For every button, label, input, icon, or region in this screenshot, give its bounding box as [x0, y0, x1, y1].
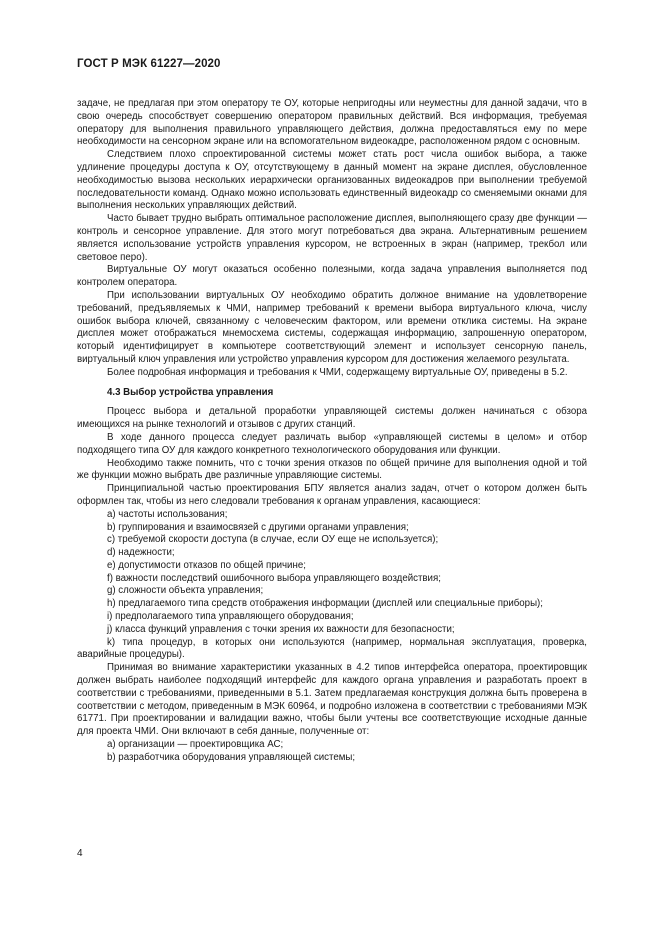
paragraph: При использовании виртуальных ОУ необходимо обратить должное внимание на удовлетворение требований, предъявляемых к ЧМИ, например требований к времени выбора виртуального ключа, числу ошибок выбора ключей, связанному с человеческим фактором, или времени отклика системы. На экране дисплея может отображаться мнемосхема системы, содержащая информацию, запрошенную оператором, который идентифицирует в компьютере соответствующий элемент и использует сенсорную панель, виртуальный ключ управления или устройство управления курсором для достижения желаемого результата.	[77, 289, 587, 365]
list-item: k) типа процедур, в которых они используются (например, нормальная эксплуатация, проверка, аварийные процедуры).	[77, 636, 587, 661]
document-header: ГОСТ Р МЭК 61227—2020	[77, 58, 221, 70]
list-item: а) частоты использования;	[107, 508, 228, 520]
paragraph: Процесс выбора и детальной проработки управляющей системы должен начинаться с обзора имеющихся на рынке технологий и отзывов с других станций.	[77, 406, 587, 431]
list-item: e) допустимости отказов по общей причине;	[107, 559, 306, 571]
paragraph: Принципиальной частью проектирования БПУ является анализ задач, отчет о котором должен быть оформлен так, чтобы из него следовали требования к органам управления, касающиеся:	[77, 483, 587, 507]
list-item: j) класса функций управления с точки зрения их важности для безопасности;	[107, 623, 455, 635]
page-number: 4	[77, 848, 83, 859]
paragraph: Более подробная информация и требования к ЧМИ, содержащему виртуальные ОУ, приведены в 5.2.	[107, 366, 568, 378]
paragraph: Необходимо также помнить, что с точки зрения отказов по общей причине для выполнения одной и той же функции можно выбрать две различные управляющие системы.	[77, 457, 587, 482]
list-item: d) надежности;	[107, 547, 175, 559]
section-heading: 4.3 Выбор устройства управления	[107, 386, 274, 398]
paragraph: Следствием плохо спроектированной системы может стать рост числа ошибок выбора, а также удлинение процедуры доступа к ОУ, отсутствующему в данный момент на экране дисплея, обусловленное необходимостью вызова нескольких иерархически организованных видеокадров при выполнении требуемой последовательности команд. Однако можно использовать единственный видеокадр со сменяемыми окнами для выполнения нескольких управляющих действий.	[77, 149, 587, 212]
list-item: c) требуемой скорости доступа (в случае, если ОУ еще не используется);	[107, 534, 439, 546]
list-item: а) организации — проектировщика АС;	[107, 739, 284, 751]
list-item: g) сложности объекта управления;	[107, 585, 264, 597]
paragraph: В ходе данного процесса следует различать выбор «управляющей системы в целом» и отбор подходящего типа ОУ для каждого конкретного технологического оборудования или функции.	[77, 431, 587, 456]
paragraph: Часто бывает трудно выбрать оптимальное расположение дисплея, выполняющего сразу две функции — контроль и сенсорное управление. Для этого могут потребоваться два экрана. Альтернативным решением является использование устройств управления курсором, не встроенных в экран (например, трекбол или световое перо).	[77, 213, 587, 263]
paragraph: Виртуальные ОУ могут оказаться особенно полезными, когда задача управления выполняется под контролем оператора.	[77, 264, 587, 289]
paragraph: задаче, не предлагая при этом оператору те ОУ, которые непригодны или неуместны для данной задачи, что в свою очередь способствует совершению оператором правильных действий. Вся информация, требуемая оператору для выполнения правильного управляющего действия, должна предоставляться ему по мере необходимости на сенсорном экране или на вспомогательном видеокадре, расположенном рядом с основным.	[77, 98, 587, 148]
list-item: f) важности последствий ошибочного выбора управляющего воздействия;	[107, 572, 441, 584]
list-item: b) группирования и взаимосвязей с другими органами управления;	[107, 521, 409, 533]
document-body	[77, 98, 587, 765]
list-item: h) предлагаемого типа средств отображения информации (дисплей или специальные приборы);	[107, 598, 543, 610]
list-item: b) разработчика оборудования управляющей системы;	[107, 751, 356, 763]
list-item: i) предполагаемого типа управляющего оборудования;	[107, 611, 354, 623]
paragraph: Принимая во внимание характеристики указанных в 4.2 типов интерфейса оператора, проектировщик должен выбрать наиболее подходящий интерфейс для каждого органа управления и разработать проект в соответствии с требованиями, приведенными в 5.1. Затем предлагаемая конструкция должна быть проверена в соответствии с методом, приведенным в МЭК 60964, и подробно изложена в соответствии с требованиями МЭК 61771. При проектировании и валидации важно, чтобы были учтены все соответствующие исходные данные для проекта ЧМИ. Они включают в себя данные, полученные от:	[77, 662, 587, 738]
